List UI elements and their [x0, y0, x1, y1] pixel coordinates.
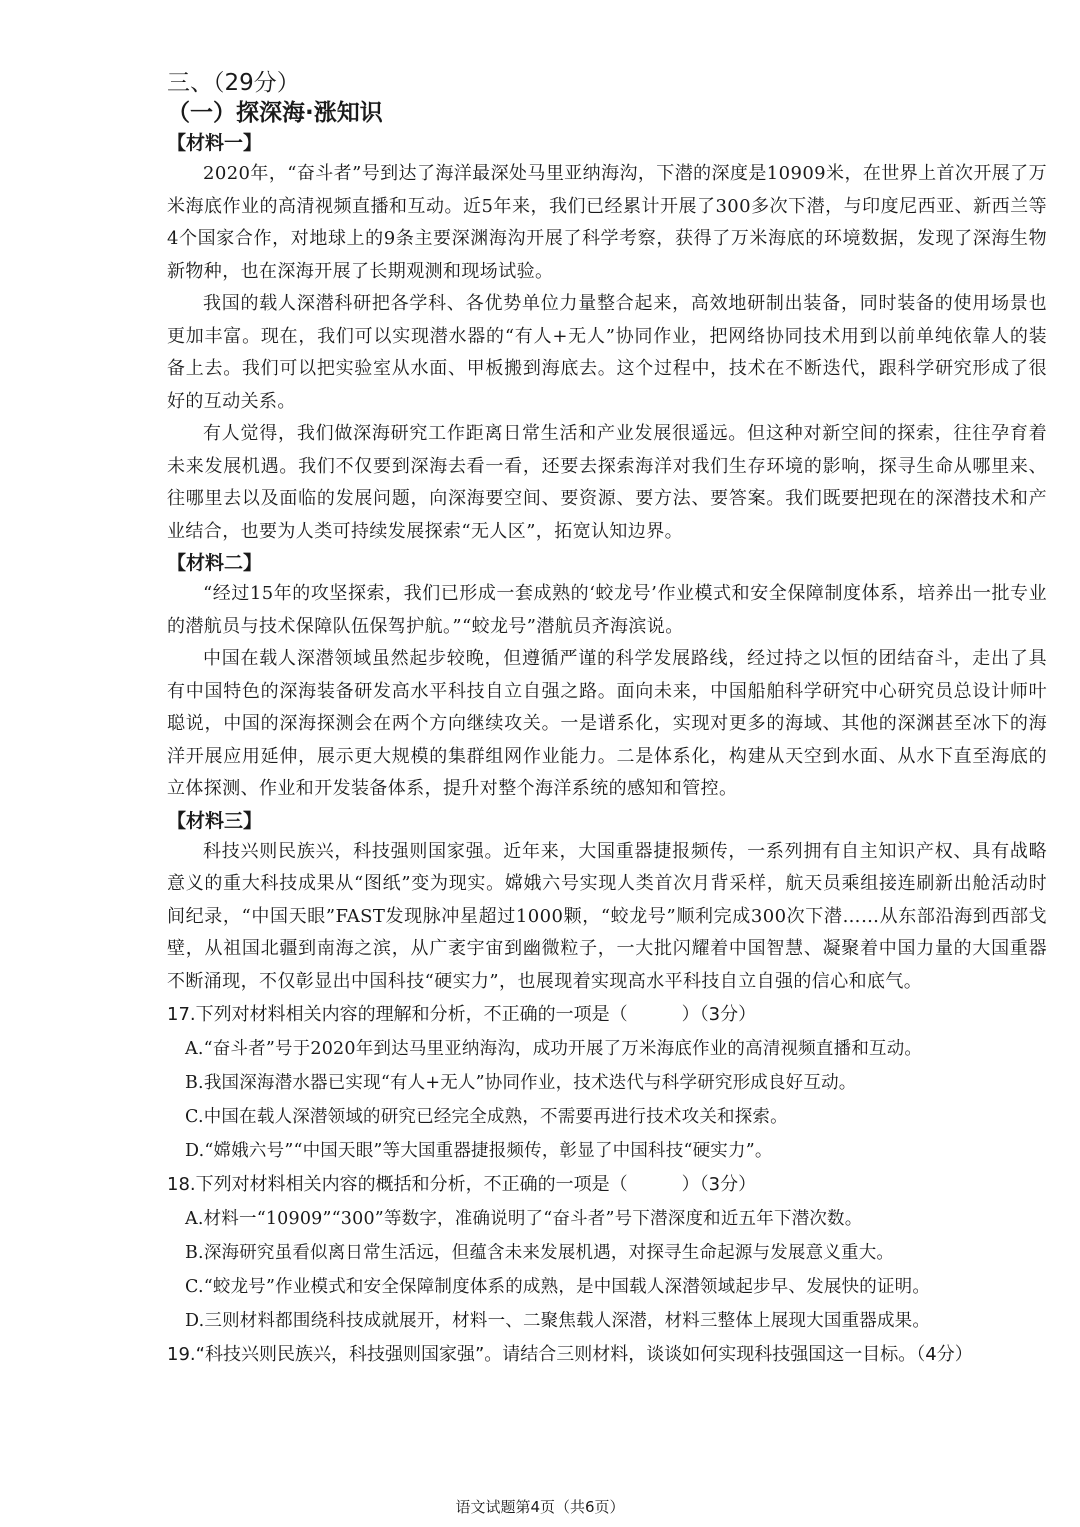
- material-3-label: 【材料三】: [167, 809, 263, 832]
- material-2-paragraph-2: 中国在载人深潜领域虽然起步较晚，但遵循严谨的科学发展路线，经过持之以恒的团结奋斗，走出了具有中国特色的深海装备研发高水平科技自立自强之路。面向未来，中国船舶科学研究中心研究员总设计师叶聪说，中国的深海探测会在两个方向继续攻关。一是谱系化，实现对更多的海域、其他的深渊甚至冰下的海洋开展应用延伸，展示更大规模的集群组网作业能力。二是体系化，构建从天空到水面、从水下直至海底的立体探测、作业和开发装备体系，提升对整个海洋系统的感知和管控。: [167, 648, 1047, 799]
- question-19-stem: 19.“科技兴则民族兴，科技强则国家强”。请结合三则材料，谈谈如何实现科技强国这一目标。（4分）: [167, 1344, 973, 1365]
- question-18-option-b: B.深海研究虽看似离日常生活远，但蕴含未来发展机遇，对探寻生命起源与发展意义重大。: [185, 1243, 895, 1263]
- question-17-option-d: D.“嫦娥六号”“中国天眼”等大国重器捷报频传，彰显了中国科技“硬实力”。: [185, 1141, 773, 1161]
- question-18-option-a: A.材料一“10909”“300”等数字，准确说明了“奋斗者”号下潜深度和近五年下潜次数。: [185, 1209, 863, 1229]
- question-17: [167, 998, 1047, 1168]
- material-3: [167, 806, 1047, 999]
- question-18-option-d: D.三则材料都围绕科技成就展开，材料一、二聚焦载人深潜，材料三整体上展现大国重器成果。: [185, 1311, 931, 1331]
- page-content: [167, 68, 1047, 1372]
- material-1-paragraph-3: 有人觉得，我们做深海研究工作距离日常生活和产业发展很遥远。但这种对新空间的探索，往往孕育着未来发展机遇。我们不仅要到深海去看一看，还要去探索海洋对我们生存环境的影响，探寻生命从哪里来、往哪里去以及面临的发展问题，向深海要空间、要资源、要方法、要答案。我们既要把现在的深潜技术和产业结合，也要为人类可持续发展探索“无人区”，拓宽认知边界。: [167, 423, 1047, 542]
- question-18-stem: 18.下列对材料相关内容的概括和分析，不正确的一项是（ ）（3分）: [167, 1174, 757, 1195]
- material-3-paragraph-1: 科技兴则民族兴，科技强则国家强。近年来，大国重器捷报频传，一系列拥有自主知识产权、具有战略意义的重大科技成果从“图纸”变为现实。嫦娥六号实现人类首次月背采样，航天员乘组接连刷新出舱活动时间纪录，“中国天眼”FAST发现脉冲星超过1000颗，“蛟龙号”顺利完成300次下潜……从东部沿海到西部戈壁，从祖国北疆到南海之滨，从广袤宇宙到幽微粒子，一大批闪耀着中国智慧、凝聚着中国力量的大国重器不断涌现，不仅彰显出中国科技“硬实力”，也展现着实现高水平科技自立自强的信心和底气。: [167, 840, 1047, 992]
- material-1: [167, 128, 1047, 548]
- section-heading: 三、（29分）: [167, 70, 300, 96]
- material-1-label: 【材料一】: [167, 132, 263, 154]
- material-1-paragraph-2: 我国的载人深潜科研把各学科、各优势单位力量整合起来，高效地研制出装备，同时装备的使用场景也更加丰富。现在，我们可以实现潜水器的“有人+无人”协同作业，把网络协同技术用到以前单纯依靠人的装备上去。我们可以把实验室从水面、甲板搬到海底去。这个过程中，技术在不断迭代，跟科学研究形成了很好的互动关系。: [167, 293, 1047, 412]
- question-18-option-c: C.“蛟龙号”作业模式和安全保障制度体系的成熟，是中国载人深潜领域起步早、发展快的证明。: [185, 1277, 931, 1297]
- question-17-option-a: A.“奋斗者”号于2020年到达马里亚纳海沟，成功开展了万米海底作业的高清视频直播和互动。: [185, 1039, 923, 1059]
- question-19: [167, 1338, 1047, 1372]
- material-2: [167, 548, 1047, 806]
- material-2-label: 【材料二】: [167, 552, 263, 574]
- page-footer: 语文试题第4页（共6页）: [455, 1498, 625, 1516]
- section-subheading: （一）探深海·涨知识: [167, 100, 383, 126]
- material-1-paragraph-1: 2020年，“奋斗者”号到达了海洋最深处马里亚纳海沟，下潜的深度是10909米，在世界上首次开展了万米海底作业的高清视频直播和互动。近5年来，我们已经累计开展了300多次下潜，与印度尼西亚、新西兰等4个国家合作，对地球上的9条主要深渊海沟开展了科学考察，获得了万米海底的环境数据，发现了深海生物新物种，也在深海开展了长期观测和现场试验。: [167, 163, 1047, 282]
- question-18: [167, 1168, 1047, 1338]
- material-2-paragraph-1: “经过15年的攻坚探索，我们已形成一套成熟的‘蛟龙号’作业模式和安全保障制度体系，培养出一批专业的潜航员与技术保障队伍保驾护航。”“蛟龙号”潜航员齐海滨说。: [167, 583, 1047, 637]
- question-17-option-b: B.我国深海潜水器已实现“有人+无人”协同作业，技术迭代与科学研究形成良好互动。: [185, 1073, 857, 1093]
- question-17-option-c: C.中国在载人深潜领域的研究已经完全成熟，不需要再进行技术攻关和探索。: [185, 1107, 788, 1127]
- question-17-stem: 17.下列对材料相关内容的理解和分析，不正确的一项是（ ）（3分）: [167, 1004, 757, 1025]
